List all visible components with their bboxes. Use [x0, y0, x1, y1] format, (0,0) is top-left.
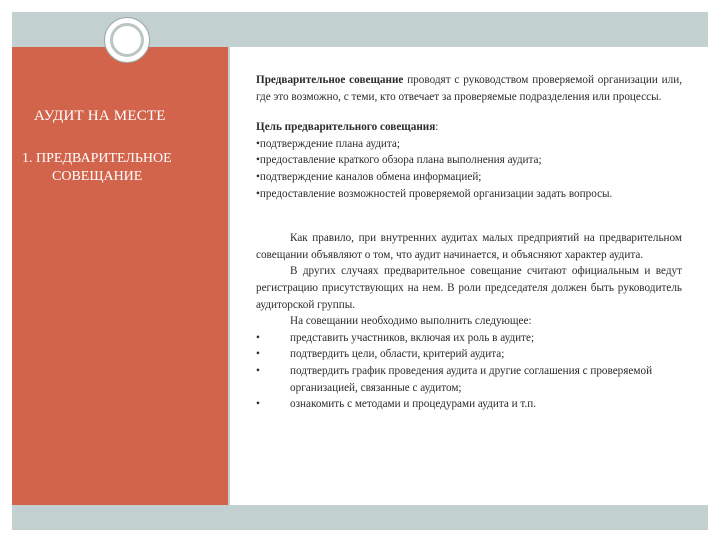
circle-logo-icon [104, 17, 150, 63]
body-paragraph-3: На совещании необходимо выполнить следующее: [290, 315, 532, 328]
list-item: • представить участников, включая их роль в аудите; [256, 330, 682, 347]
intro-text: проводят с руководством проверяемой организации или, где это возможно, с теми, кто отвечает за проверяемые подразделения или процессы. [256, 74, 682, 103]
intro-paragraph [256, 72, 682, 105]
bullet-icon: • [256, 348, 260, 361]
body-paragraph-2: В других случаях предварительное совещание считают официальным и ведут регистрацию присутствующих на нем. В роли председателя должен быть руководитель аудиторской группы. [256, 265, 682, 311]
goal-item: •предоставление возможностей проверяемой организации задать вопросы. [256, 187, 613, 200]
section-subtitle [22, 150, 222, 186]
subtitle-line-2: СОВЕЩАНИЕ [52, 169, 143, 184]
bullet-icon: • [256, 398, 260, 411]
goal-item: •подтверждение плана аудита; [256, 137, 401, 150]
bullet-icon: • [256, 331, 260, 344]
goal-item: •подтверждение каналов обмена информацией; [256, 170, 482, 183]
goal-item: •предоставление краткого обзора плана выполнения аудита; [256, 154, 542, 167]
content-text [256, 72, 682, 413]
bullet-icon: • [256, 364, 260, 377]
list-item: • ознакомить с методами и процедурами аудита и т.п. [256, 396, 682, 413]
bottom-band [12, 505, 708, 530]
body-paragraph-1: Как правило, при внутренних аудитах малых предприятий на предварительном совещании объявляют о том, что аудит начинается, и объясняют характер аудита. [256, 232, 682, 261]
goals-heading: Цель предварительного совещания: [256, 121, 439, 134]
list-item: • подтвердить цели, области, критерий аудита; [256, 346, 682, 363]
subtitle-line-1: 1. ПРЕДВАРИТЕЛЬНОЕ [22, 151, 172, 166]
section-title: АУДИТ НА МЕСТЕ [34, 108, 166, 124]
list-item: • подтвердить график проведения аудита и другие соглашения с проверяемой организацией, связанные с аудитом; [256, 363, 682, 396]
intro-term: Предварительное совещание [256, 74, 404, 86]
